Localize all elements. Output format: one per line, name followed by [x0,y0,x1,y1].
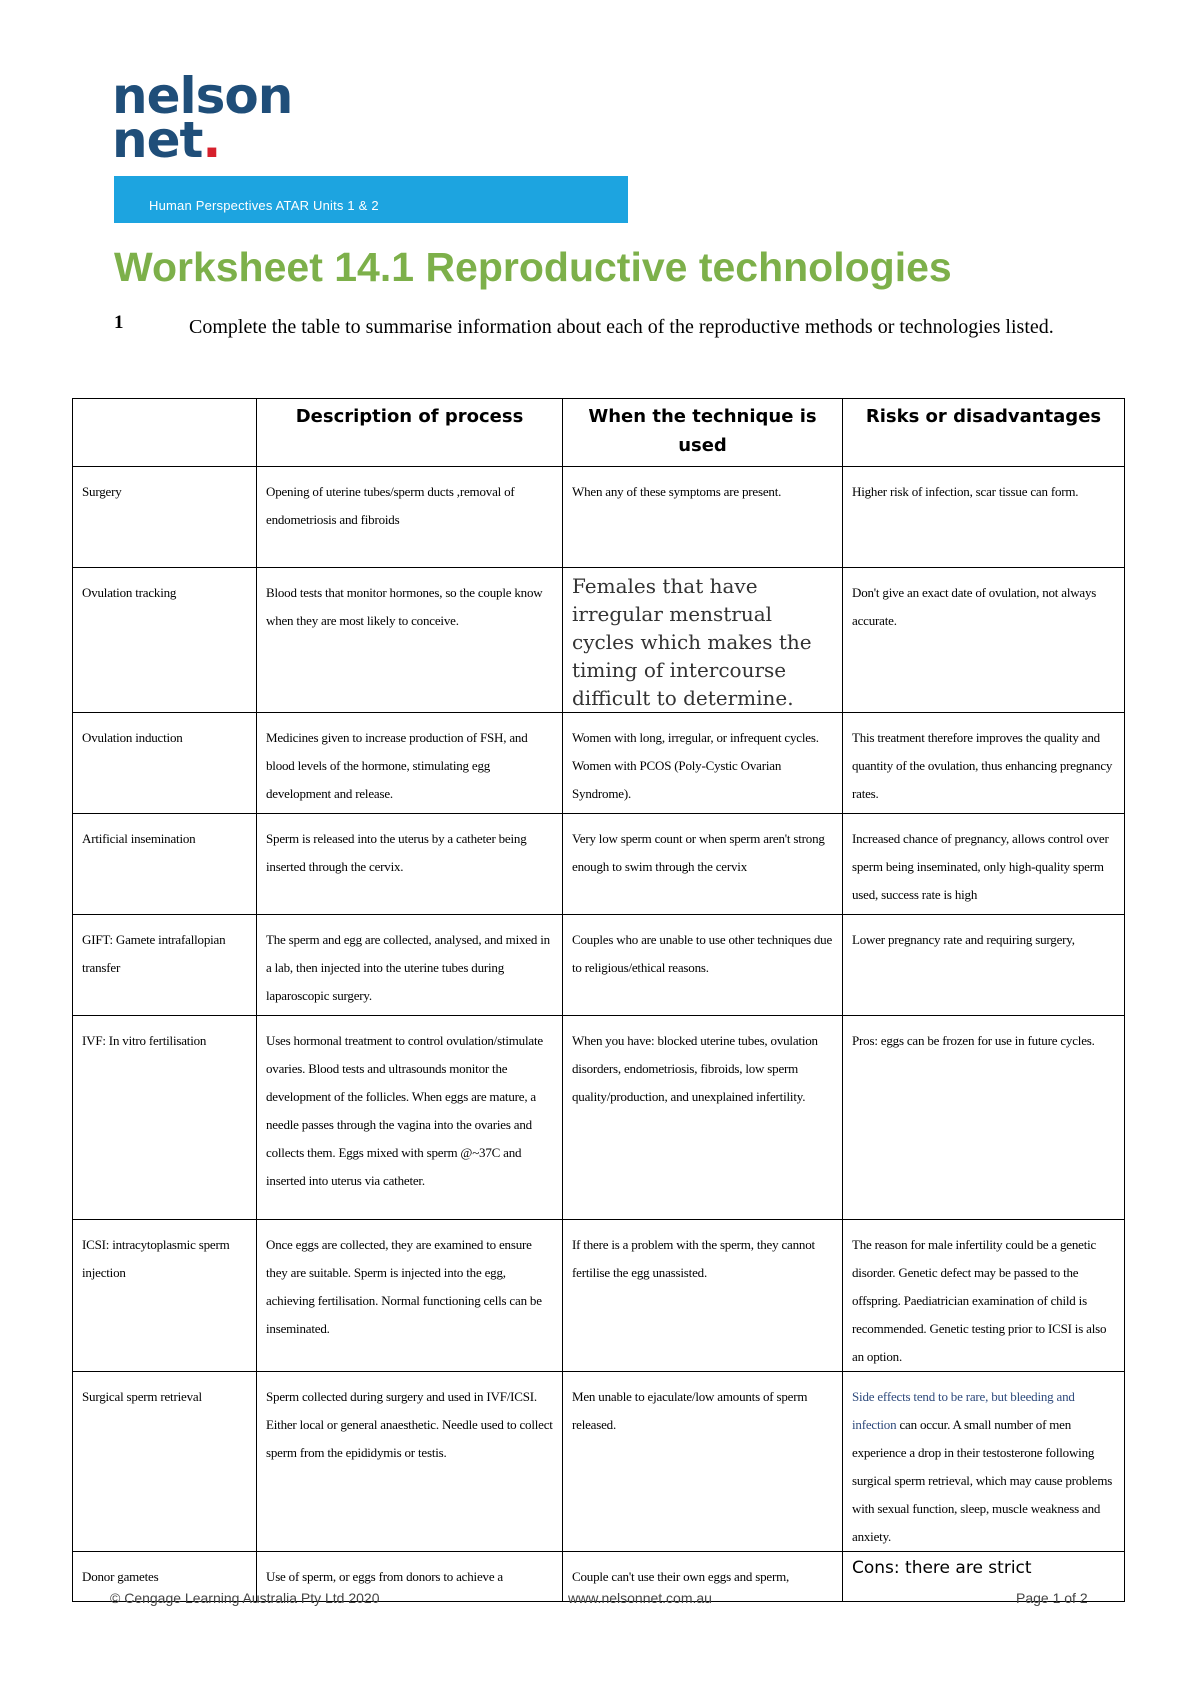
risks-cell[interactable]: Increased chance of pregnancy, allows control over sperm being inseminated, only high-quality sperm used, success rate is high [843,814,1125,915]
when-cell[interactable]: Very low sperm count or when sperm aren't strong enough to swim through the cervix [563,814,843,915]
header-risks: Risks or disadvantages [843,399,1125,467]
table-row [73,1220,1125,1372]
risks-cell[interactable]: Lower pregnancy rate and requiring surgery, [843,915,1125,1016]
table-header-row [73,399,1125,467]
question-number: 1 [114,312,124,333]
description-cell[interactable]: Sperm collected during surgery and used in IVF/ICSI. Either local or general anaesthetic. Needle used to collect sperm from the epididymis or testis. [257,1372,563,1552]
when-cell[interactable]: Couple can't use their own eggs and sperm, [563,1552,843,1602]
table-row [73,1016,1125,1220]
method-cell[interactable]: Ovulation induction [73,713,257,814]
header-method [73,399,257,467]
logo-line-1: nelson [112,67,293,125]
risks-cell[interactable]: Higher risk of infection, scar tissue can form. [843,467,1125,568]
method-cell[interactable]: Artificial insemination [73,814,257,915]
logo-net: net [112,111,203,169]
description-cell[interactable]: Once eggs are collected, they are examined to ensure they are suitable. Sperm is injected into the egg, achieving fertilisation. Normal functioning cells can be inseminated. [257,1220,563,1372]
method-cell[interactable]: IVF: In vitro fertilisation [73,1016,257,1220]
description-cell[interactable]: Opening of uterine tubes/sperm ducts ,removal of endometriosis and fibroids [257,467,563,568]
when-cell[interactable]: Females that have irregular menstrual cycles which makes the timing of intercourse difficult to determine. [563,568,843,713]
course-banner-text: Human Perspectives ATAR Units 1 & 2 [149,198,379,213]
description-cell[interactable]: The sperm and egg are collected, analysed, and mixed in a lab, then injected into the uterine tubes during laparoscopic surgery. [257,915,563,1016]
table-row [73,467,1125,568]
when-cell[interactable]: Women with long, irregular, or infrequent cycles. Women with PCOS (Poly-Cystic Ovarian Syndrome). [563,713,843,814]
header-description: Description of process [257,399,563,467]
method-cell[interactable]: Surgical sperm retrieval [73,1372,257,1552]
table-row [73,568,1125,713]
course-banner [114,176,628,223]
risks-cell[interactable]: Don't give an exact date of ovulation, not always accurate. [843,568,1125,713]
description-cell[interactable]: Blood tests that monitor hormones, so the couple know when they are most likely to conceive. [257,568,563,713]
table-row [73,915,1125,1016]
footer-copyright: © Cengage Learning Australia Pty Ltd 2020 [110,1590,380,1606]
risks-cell[interactable] [843,1372,1125,1552]
nelsonnet-logo [112,67,312,169]
page-footer [0,1590,1200,1620]
method-cell[interactable]: ICSI: intracytoplasmic sperm injection [73,1220,257,1372]
when-cell[interactable]: When you have: blocked uterine tubes, ovulation disorders, endometriosis, fibroids, low sperm quality/production, and unexplained infertility. [563,1016,843,1220]
logo-dot: . [202,111,221,169]
reproductive-technologies-table [72,398,1125,1602]
risks-highlighted-text: Side effects tend to be rare, but bleeding and infection [852,1389,1075,1432]
when-cell[interactable]: Couples who are unable to use other techniques due to religious/ethical reasons. [563,915,843,1016]
risks-cell[interactable]: The reason for male infertility could be a genetic disorder. Genetic defect may be passed to the offspring. Paediatrician examination of child is recommended. Genetic testing prior to ICSI is also an option. [843,1220,1125,1372]
method-cell[interactable]: Donor gametes [73,1552,257,1602]
description-cell[interactable]: Use of sperm, or eggs from donors to achieve a [257,1552,563,1602]
when-cell[interactable]: If there is a problem with the sperm, they cannot fertilise the egg unassisted. [563,1220,843,1372]
risks-cell[interactable]: Pros: eggs can be frozen for use in future cycles. [843,1016,1125,1220]
description-cell[interactable]: Uses hormonal treatment to control ovulation/stimulate ovaries. Blood tests and ultrasounds monitor the development of the follicles. When eggs are mature, a needle passes through the vagina into the ovaries and collects them. Eggs mixed with sperm @~37C and inserted into uterus via catheter. [257,1016,563,1220]
method-cell[interactable]: Ovulation tracking [73,568,257,713]
when-cell[interactable]: Men unable to ejaculate/low amounts of sperm released. [563,1372,843,1552]
when-cell[interactable]: When any of these symptoms are present. [563,467,843,568]
question-text: Complete the table to summarise information about each of the reproductive methods or technologies listed. [189,316,1054,338]
worksheet-title: Worksheet 14.1 Reproductive technologies [114,244,952,290]
header-when: When the technique is used [563,399,843,467]
description-cell[interactable]: Sperm is released into the uterus by a catheter being inserted through the cervix. [257,814,563,915]
risks-cell[interactable]: This treatment therefore improves the quality and quantity of the ovulation, thus enhancing pregnancy rates. [843,713,1125,814]
risks-cell[interactable]: Cons: there are strict [843,1552,1125,1602]
table-row [73,713,1125,814]
description-cell[interactable]: Medicines given to increase production of FSH, and blood levels of the hormone, stimulating egg development and release. [257,713,563,814]
method-cell[interactable]: Surgery [73,467,257,568]
footer-page-number: Page 1 of 2 [1016,1590,1088,1606]
table-row [73,814,1125,915]
method-cell[interactable]: GIFT: Gamete intrafallopian transfer [73,915,257,1016]
footer-url[interactable]: www.nelsonnet.com.au [568,1590,712,1606]
table-row [73,1372,1125,1552]
risks-text: can occur. A small number of men experience a drop in their testosterone following surgical sperm retrieval, which may cause problems with sexual function, sleep, muscle weakness and anxiety. [852,1417,1113,1544]
